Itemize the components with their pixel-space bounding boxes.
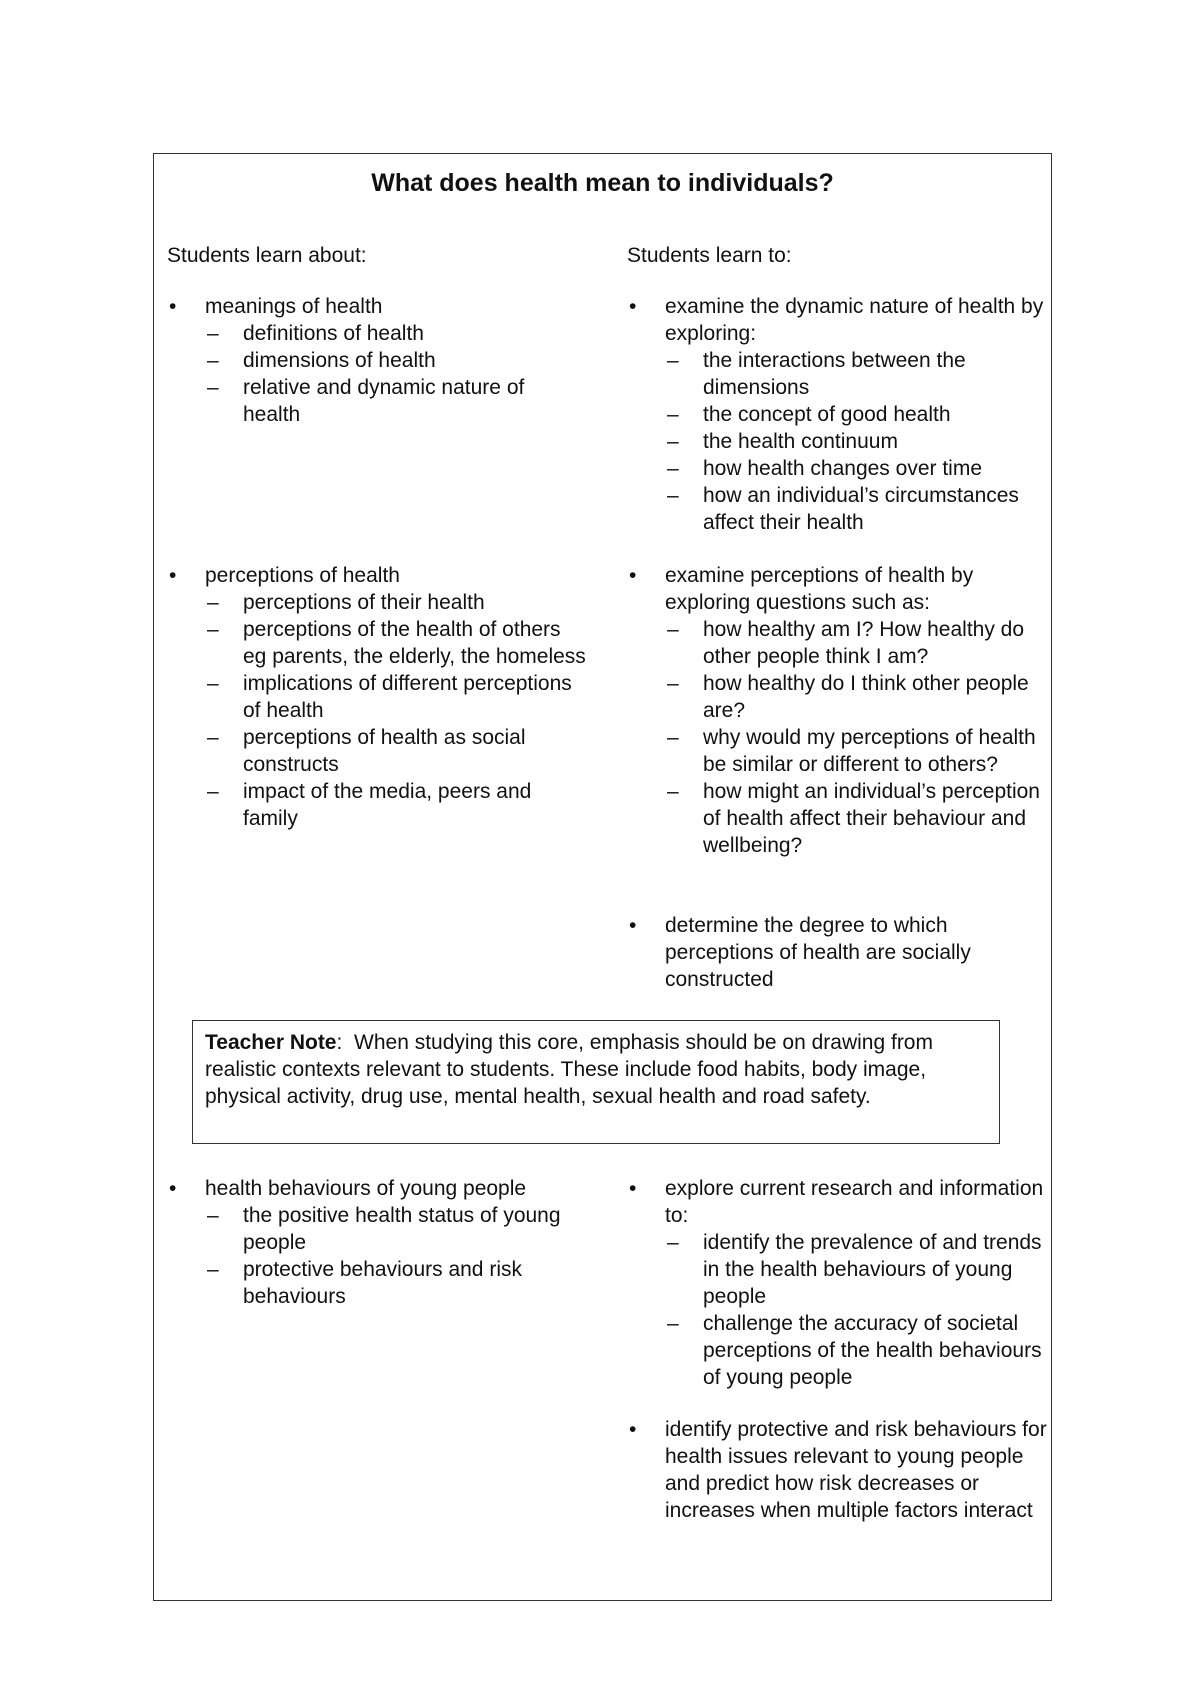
bullet-item [627,293,1047,536]
dash-icon: – [667,1231,679,1254]
sub-item-text: how an individual’s circumstances affect their health [703,484,1019,534]
sub-item-text: why would my perceptions of health be similar or different to others? [703,726,1036,776]
sub-item [665,778,1047,859]
sub-list [205,589,587,832]
learn-about-perceptions-of-health [167,562,587,832]
sub-item-text: the health continuum [703,430,898,453]
sub-item-text: how health changes over time [703,457,982,480]
dash-icon: – [667,484,679,507]
learn-to-examine-perceptions [627,562,1047,859]
teacher-note-text: When studying this core, emphasis should be on drawing from realistic contexts relevant to students. These include food habits, body image, physical activity, drug use, mental health, sexual health and road safety. [205,1031,939,1108]
sub-item-text: perceptions of the health of others eg parents, the elderly, the homeless [243,618,586,668]
bullet-item [167,562,587,832]
sub-item [205,724,587,778]
learn-about-meanings-of-health [167,293,587,428]
sub-item [205,374,587,428]
sub-item [665,428,1047,455]
learn-to-determine-degree [627,912,1047,993]
dash-icon: – [667,430,679,453]
bullet-icon: • [629,564,637,587]
dash-icon: – [207,591,219,614]
sub-item [205,1202,587,1256]
left-column-heading: Students learn about: [167,244,367,267]
sub-list [665,1229,1047,1391]
sub-item [665,347,1047,401]
dash-icon: – [667,726,679,749]
bullet-text: examine perceptions of health by exploring questions such as: [665,564,974,614]
sub-item-text: impact of the media, peers and family [243,780,532,830]
sub-item [665,1229,1047,1310]
sub-item [205,589,587,616]
sub-item-text: the positive health status of young people [243,1204,561,1254]
page-title: What does health mean to individuals? [371,169,834,197]
sub-item [205,670,587,724]
bullet-icon: • [629,914,637,937]
bullet-icon: • [629,295,637,318]
dash-icon: – [207,322,219,345]
sub-item-text: challenge the accuracy of societal perceptions of the health behaviours of young people [703,1312,1042,1389]
sub-item [665,401,1047,428]
sub-item-text: how healthy do I think other people are? [703,672,1029,722]
sub-list [205,320,587,428]
dash-icon: – [207,349,219,372]
syllabus-frame [153,153,1052,1601]
bullet-item [627,912,1047,993]
learn-to-dynamic-nature [627,293,1047,536]
sub-item [665,455,1047,482]
bullet-text: examine the dynamic nature of health by exploring: [665,295,1044,345]
bullet-icon: • [629,1418,637,1441]
sub-item-text: how might an individual’s perception of health affect their behaviour and wellbeing? [703,780,1040,857]
sub-item [665,1310,1047,1391]
sub-item-text: identify the prevalence of and trends in the health behaviours of young people [703,1231,1042,1308]
sub-list [205,1202,587,1310]
bullet-item [627,1175,1047,1391]
sub-item-text: relative and dynamic nature of health [243,376,525,426]
bullet-text: health behaviours of young people [205,1177,527,1200]
dash-icon: – [667,672,679,695]
bullet-text: identify protective and risk behaviours for health issues relevant to young people and predict how risk decreases or increases when multiple factors interact [665,1418,1047,1522]
bullet-icon: • [169,564,177,587]
bullet-icon: • [629,1177,637,1200]
dash-icon: – [667,349,679,372]
right-column-heading: Students learn to: [627,244,792,267]
bullet-text: perceptions of health [205,564,400,587]
sub-item [665,724,1047,778]
bullet-text: determine the degree to which perceptions of health are socially constructed [665,914,971,991]
bullet-text: meanings of health [205,295,383,318]
sub-item-text: definitions of health [243,322,424,345]
dash-icon: – [667,618,679,641]
teacher-note-separator: : [336,1031,343,1054]
sub-item-text: perceptions of health as social constructs [243,726,526,776]
bullet-item [167,1175,587,1310]
sub-item [665,482,1047,536]
sub-item-text: the concept of good health [703,403,951,426]
sub-item-text: perceptions of their health [243,591,485,614]
sub-item [205,1256,587,1310]
dash-icon: – [207,1204,219,1227]
teacher-note-label: Teacher Note [205,1031,337,1054]
sub-item [205,616,587,670]
sub-list [665,347,1047,536]
dash-icon: – [207,618,219,641]
bullet-item [627,562,1047,859]
dash-icon: – [667,457,679,480]
sub-item-text: dimensions of health [243,349,436,372]
dash-icon: – [207,1258,219,1281]
learn-about-health-behaviours [167,1175,587,1310]
learn-to-explore-research [627,1175,1047,1391]
sub-item [205,778,587,832]
dash-icon: – [667,780,679,803]
sub-item-text: how healthy am I? How healthy do other people think I am? [703,618,1025,668]
sub-item-text: implications of different perceptions of health [243,672,572,722]
bullet-text: explore current research and information to: [665,1177,1044,1227]
dash-icon: – [207,376,219,399]
bullet-item [627,1416,1047,1524]
teacher-note-box [192,1020,1000,1144]
bullet-icon: • [169,295,177,318]
sub-item [205,347,587,374]
sub-item-text: the interactions between the dimensions [703,349,966,399]
sub-item [665,616,1047,670]
learn-to-identify-behaviours [627,1416,1047,1524]
bullet-icon: • [169,1177,177,1200]
dash-icon: – [207,780,219,803]
sub-item-text: protective behaviours and risk behaviours [243,1258,522,1308]
sub-item [205,320,587,347]
sub-item [665,670,1047,724]
bullet-item [167,293,587,428]
sub-list [665,616,1047,859]
dash-icon: – [667,1312,679,1335]
dash-icon: – [207,726,219,749]
dash-icon: – [667,403,679,426]
dash-icon: – [207,672,219,695]
